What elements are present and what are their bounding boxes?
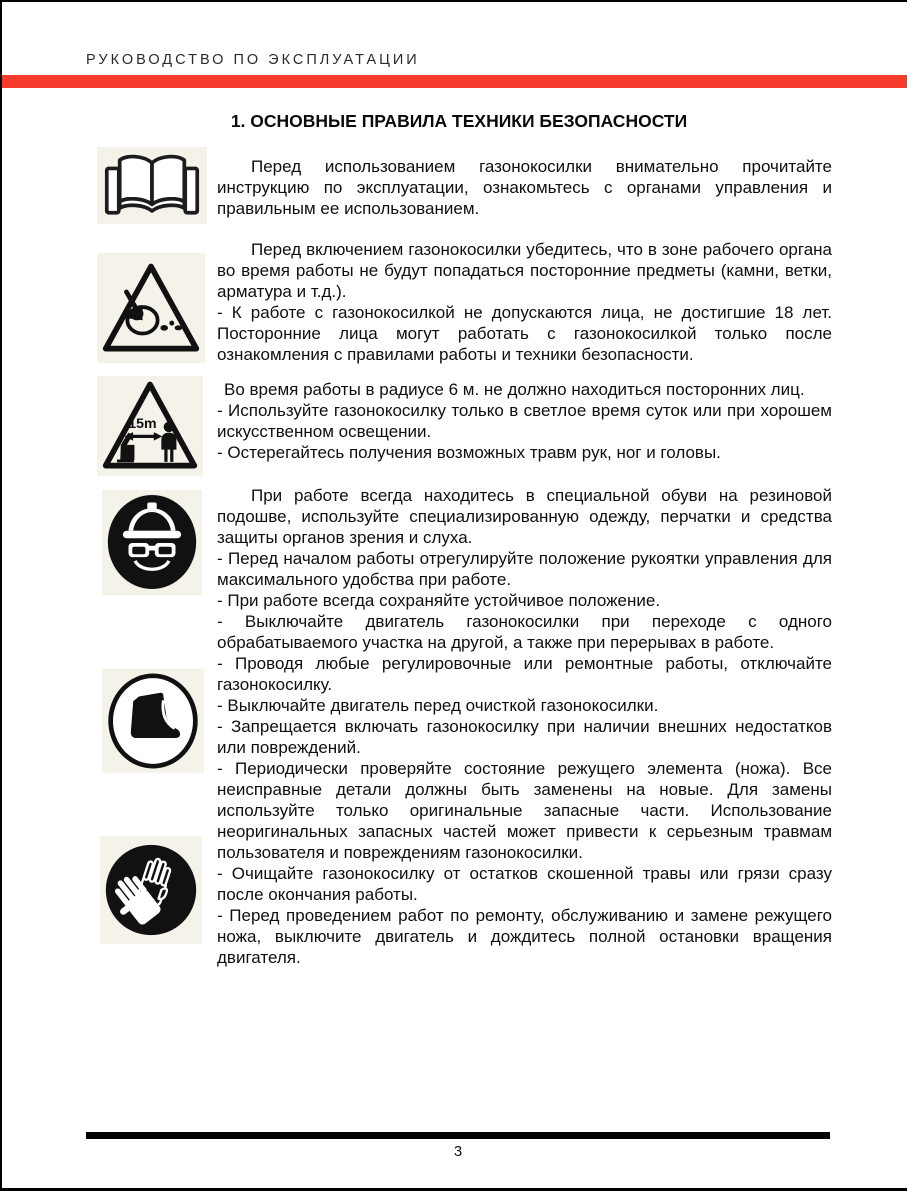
paragraph: - Периодически проверяйте состояние режущего элемента (ножа). Все неисправные детали должны быть заменены на новые. Для замены используйте только оригинальные запасные части. Использование неоригинальных запасных частей может привести к серьезным травмам пользователя и повреждениям газонокосилки. (217, 759, 832, 862)
paragraph: - К работе с газонокосилкой не допускаются лица, не достигшие 18 лет. Посторонние лица могут работать с газонокосилкой только после ознакомления с правилами работы и техники безопасности. (217, 303, 832, 364)
paragraph: - Используйте газонокосилку только в светлое время суток или при хорошем искусственном освещении. (217, 401, 832, 441)
paragraph: Перед включением газонокосилки убедитесь, что в зоне рабочего органа во время работы не будут попадаться посторонние предметы (камни, ветки, арматура и т.д.). (217, 240, 832, 301)
paragraph: Во время работы в радиусе 6 м. не должно находиться посторонних лиц. (224, 380, 805, 399)
footer-rule (86, 1132, 830, 1139)
paragraph: - Перед началом работы отрегулируйте положение рукоятки управления для максимального удобства при работе. (217, 549, 832, 589)
manual-header: РУКОВОДСТВО ПО ЭКСПЛУАТАЦИИ (86, 52, 420, 68)
page-title: 1. ОСНОВНЫЕ ПРАВИЛА ТЕХНИКИ БЕЗОПАСНОСТИ (230, 111, 688, 131)
warning-keep-distance-icon (97, 376, 203, 476)
page-number: 3 (453, 1143, 463, 1160)
paragraph: - Выключайте двигатель перед очисткой газонокосилки. (217, 696, 659, 715)
paragraph: - Запрещается включать газонокосилку при наличии внешних недостатков или повреждений. (217, 717, 832, 757)
paragraph: - Выключайте двигатель газонокосилки при переходе с одного обрабатываемого участка на другой, а также при перерывах в работе. (217, 612, 832, 652)
safety-boots-icon (102, 669, 204, 773)
paragraph: - Очищайте газонокосилку от остатков скошенной травы или грязи сразу после окончания работы. (217, 864, 832, 904)
paragraph: - Остерегайтесь получения возможных травм рук, ног и головы. (217, 443, 721, 462)
paragraph: Перед использованием газонокосилки внимательно прочитайте инструкцию по эксплуатации, ознакомьтесь с органами управления и правильным ее использованием. (217, 157, 832, 218)
paragraph: - При работе всегда сохраняйте устойчивое положение. (217, 591, 661, 610)
paragraph: При работе всегда находитесь в специальной обуви на резиновой подошве, используйте специализированную одежду, перчатки и средства защиты органов зрения и слуха. (217, 486, 832, 547)
head-eye-protection-icon (102, 490, 202, 595)
open-book-icon (97, 147, 207, 224)
warning-thrown-objects-icon (97, 253, 205, 363)
body-text-column (217, 156, 832, 968)
paragraph: - Перед проведением работ по ремонту, обслуживанию и замене режущего ножа, выключите двигатель и дождитесь полной остановки вращения двигателя. (217, 906, 832, 967)
protective-gloves-icon (100, 836, 202, 944)
paragraph: - Проводя любые регулировочные или ремонтные работы, отключайте газонокосилку. (217, 654, 832, 694)
distance-label: 15m (128, 414, 157, 431)
red-accent-bar (2, 75, 907, 88)
